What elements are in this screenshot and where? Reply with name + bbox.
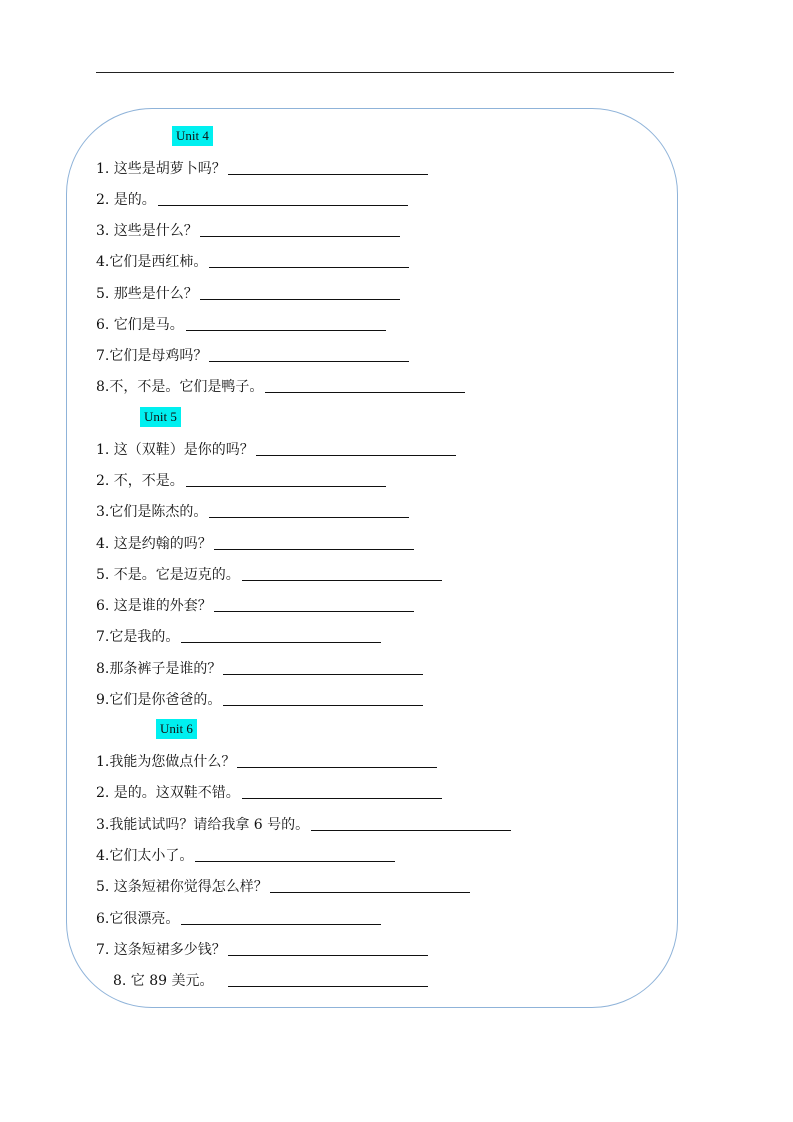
answer-blank[interactable] bbox=[223, 705, 423, 706]
prompt-text: 1. 这（双鞋）是你的吗？ bbox=[96, 442, 254, 458]
exercise-line bbox=[113, 966, 428, 990]
prompt-text: 5. 这条短裙你觉得怎么样？ bbox=[96, 879, 268, 895]
prompt-text: 2. 是的。 bbox=[96, 192, 156, 208]
answer-blank[interactable] bbox=[186, 330, 386, 331]
prompt-text: 7.它是我的。 bbox=[96, 629, 180, 645]
prompt-text: 6. 它们是马。 bbox=[96, 317, 184, 333]
prompt-text: 3.我能试试吗？请给我拿 6 号的。 bbox=[96, 817, 310, 833]
exercise-line bbox=[96, 935, 428, 959]
exercise-line bbox=[96, 747, 437, 771]
exercise-line bbox=[96, 654, 423, 678]
answer-blank[interactable] bbox=[181, 642, 381, 643]
answer-blank[interactable] bbox=[200, 236, 400, 237]
answer-blank[interactable] bbox=[186, 486, 386, 487]
exercise-line bbox=[96, 185, 408, 209]
answer-blank[interactable] bbox=[270, 892, 470, 893]
prompt-text: 3.它们是陈杰的。 bbox=[96, 504, 208, 520]
answer-blank[interactable] bbox=[223, 674, 423, 675]
answer-blank[interactable] bbox=[209, 361, 409, 362]
exercise-line bbox=[96, 216, 400, 240]
prompt-text: 4.它们是西红柿。 bbox=[96, 254, 208, 270]
prompt-text: 4.它们太小了。 bbox=[96, 848, 194, 864]
prompt-text: 8.不，不是。它们是鸭子。 bbox=[96, 379, 264, 395]
answer-blank[interactable] bbox=[242, 798, 442, 799]
prompt-text: 6. 这是谁的外套？ bbox=[96, 598, 212, 614]
unit-6-heading: Unit 6 bbox=[156, 719, 197, 739]
prompt-text: 1. 这些是胡萝卜吗？ bbox=[96, 161, 226, 177]
prompt-text: 2. 是的。这双鞋不错。 bbox=[96, 785, 240, 801]
exercise-line bbox=[96, 841, 395, 865]
unit-5-heading: Unit 5 bbox=[140, 407, 181, 427]
answer-blank[interactable] bbox=[209, 517, 409, 518]
exercise-line bbox=[96, 778, 442, 802]
answer-blank[interactable] bbox=[209, 267, 409, 268]
header-rule bbox=[96, 72, 674, 73]
prompt-text: 7.它们是母鸡吗？ bbox=[96, 348, 208, 364]
answer-blank[interactable] bbox=[242, 580, 442, 581]
answer-blank[interactable] bbox=[256, 455, 456, 456]
exercise-line bbox=[96, 497, 409, 521]
prompt-text: 3. 这些是什么？ bbox=[96, 223, 198, 239]
prompt-text: 5. 不是。它是迈克的。 bbox=[96, 567, 240, 583]
exercise-line bbox=[96, 341, 409, 365]
exercise-line bbox=[96, 904, 381, 928]
answer-blank[interactable] bbox=[158, 205, 408, 206]
exercise-line bbox=[96, 622, 381, 646]
exercise-line bbox=[96, 466, 386, 490]
answer-blank[interactable] bbox=[228, 174, 428, 175]
exercise-line bbox=[96, 685, 423, 709]
prompt-text: 8.那条裤子是谁的？ bbox=[96, 661, 222, 677]
exercise-line bbox=[96, 310, 386, 334]
exercise-line bbox=[96, 247, 409, 271]
prompt-text: 1.我能为您做点什么？ bbox=[96, 754, 236, 770]
prompt-text: 7. 这条短裙多少钱？ bbox=[96, 942, 226, 958]
prompt-text: 8. 它 89 美元。 bbox=[113, 973, 214, 989]
answer-blank[interactable] bbox=[214, 549, 414, 550]
prompt-text: 9.它们是你爸爸的。 bbox=[96, 692, 222, 708]
exercise-line bbox=[96, 154, 428, 178]
prompt-text: 4. 这是约翰的吗？ bbox=[96, 536, 212, 552]
answer-blank[interactable] bbox=[214, 611, 414, 612]
prompt-text: 2. 不，不是。 bbox=[96, 473, 184, 489]
exercise-line bbox=[96, 591, 414, 615]
exercise-line bbox=[96, 529, 414, 553]
unit-4-heading: Unit 4 bbox=[172, 126, 213, 146]
answer-blank[interactable] bbox=[265, 392, 465, 393]
exercise-line bbox=[96, 560, 442, 584]
prompt-text: 6.它很漂亮。 bbox=[96, 911, 180, 927]
answer-blank[interactable] bbox=[228, 955, 428, 956]
answer-blank[interactable] bbox=[181, 924, 381, 925]
exercise-line bbox=[96, 372, 465, 396]
exercise-line bbox=[96, 435, 456, 459]
exercise-line bbox=[96, 810, 511, 834]
prompt-text: 5. 那些是什么？ bbox=[96, 286, 198, 302]
answer-blank[interactable] bbox=[228, 986, 428, 987]
answer-blank[interactable] bbox=[195, 861, 395, 862]
exercise-line bbox=[96, 872, 470, 896]
answer-blank[interactable] bbox=[237, 767, 437, 768]
answer-blank[interactable] bbox=[200, 299, 400, 300]
answer-blank[interactable] bbox=[311, 830, 511, 831]
exercise-line bbox=[96, 279, 400, 303]
